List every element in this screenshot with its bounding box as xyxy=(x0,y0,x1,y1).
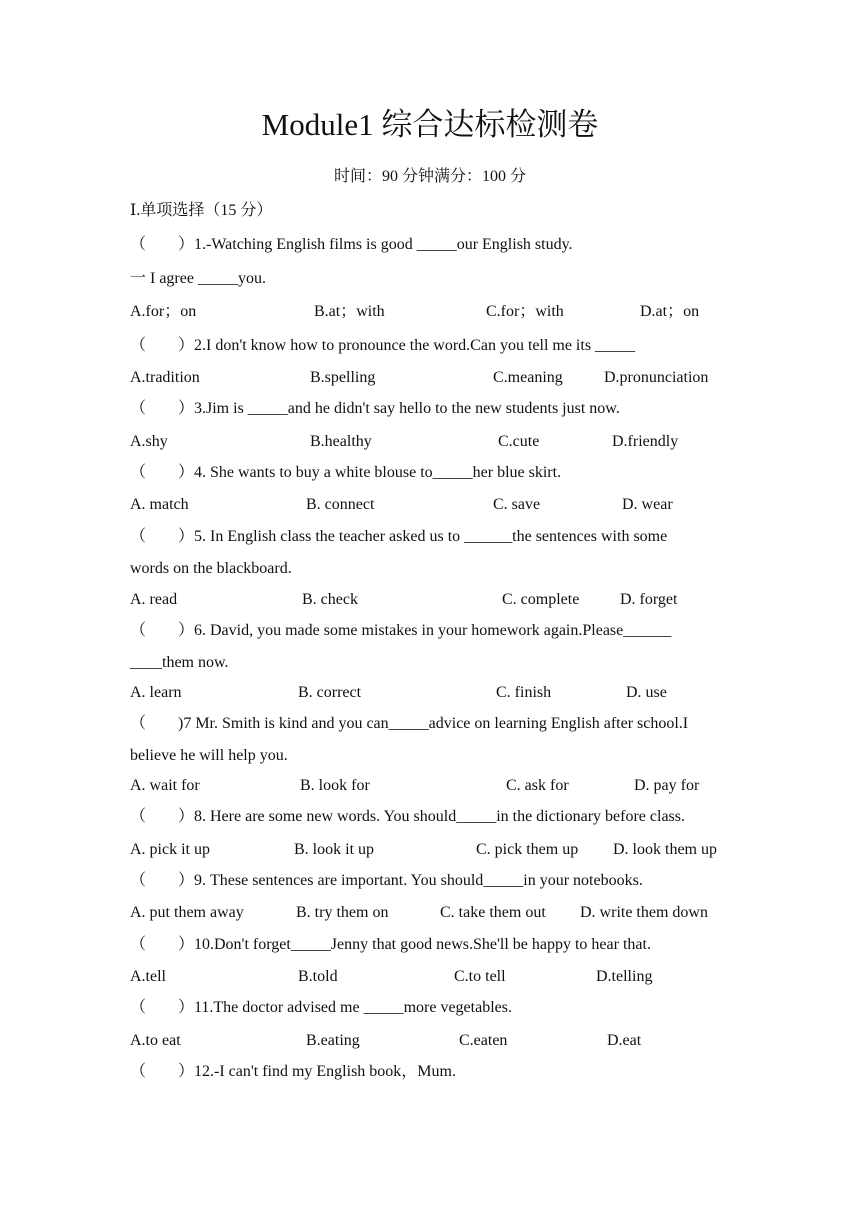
question-5-stem: （ ）5. In English class the teacher asked us to ______the sentences with some xyxy=(130,528,668,545)
question-3-stem: （ ）3.Jim is _____and he didn't say hello to the new students just now. xyxy=(130,400,620,417)
question-8-option-b: B. look it up xyxy=(294,841,375,858)
question-4-option-b: B. connect xyxy=(306,496,375,513)
question-1-option-a: A.for；on xyxy=(130,303,197,320)
question-7-stem: （ )7 Mr. Smith is kind and you can_____advice on learning English after school.I xyxy=(130,715,689,732)
question-8-option-d: D. look them up xyxy=(613,841,717,858)
question-2-stem: （ ）2.I don't know how to pronounce the word.Can you tell me its _____ xyxy=(130,337,636,354)
question-3-option-a: A.shy xyxy=(130,433,168,450)
question-11-option-c: C.eaten xyxy=(459,1032,508,1049)
page-title: Module1 综合达标检测卷 xyxy=(261,107,599,142)
question-9-option-a: A. put them away xyxy=(130,904,244,921)
question-10-option-a: A.tell xyxy=(130,968,166,985)
question-8-option-a: A. pick it up xyxy=(130,841,210,858)
question-10-option-d: D.telling xyxy=(596,968,653,985)
question-8-stem: （ ）8. Here are some new words. You should_____in the dictionary before class. xyxy=(130,808,686,825)
question-4-option-c: C. save xyxy=(493,496,541,513)
exam-time-and-score: 时间：90 分钟满分：100 分 xyxy=(333,168,526,185)
question-5-option-d: D. forget xyxy=(620,591,678,608)
question-3-option-d: D.friendly xyxy=(612,433,679,450)
question-11-option-b: B.eating xyxy=(306,1032,360,1049)
question-7-option-d: D. pay for xyxy=(634,777,700,794)
question-6-option-b: B. correct xyxy=(298,684,362,701)
question-1-option-c: C.for；with xyxy=(486,303,564,320)
question-1-option-d: D.at；on xyxy=(640,303,700,320)
question-10-stem: （ ）10.Don't forget_____Jenny that good news.She'll be happy to hear that. xyxy=(130,936,651,953)
question-5-option-a: A. read xyxy=(130,591,178,608)
question-10-option-c: C.to tell xyxy=(454,968,506,985)
question-3-option-c: C.cute xyxy=(498,433,540,450)
question-1-stem: （ ）1.-Watching English films is good _____our English study. xyxy=(130,236,573,253)
question-5-stem-continued: words on the blackboard. xyxy=(130,560,292,577)
question-6-option-c: C. finish xyxy=(496,684,552,701)
question-1-stem-continued: 一 I agree _____you. xyxy=(130,270,266,287)
question-4-option-d: D. wear xyxy=(622,496,673,513)
question-7-option-c: C. ask for xyxy=(506,777,569,794)
question-9-option-b: B. try them on xyxy=(296,904,389,921)
question-11-option-a: A.to eat xyxy=(130,1032,181,1049)
question-6-stem: （ ）6. David, you made some mistakes in your homework again.Please______ xyxy=(130,622,672,639)
question-2-option-d: D.pronunciation xyxy=(604,369,709,386)
question-12-stem: （ ）12.-I can't find my English book，Mum. xyxy=(130,1063,456,1080)
question-11-option-d: D.eat xyxy=(607,1032,642,1049)
question-6-option-a: A. learn xyxy=(130,684,182,701)
question-2-option-c: C.meaning xyxy=(493,369,563,386)
question-4-option-a: A. match xyxy=(130,496,189,513)
question-3-option-b: B.healthy xyxy=(310,433,372,450)
question-7-stem-continued: believe he will help you. xyxy=(130,747,288,764)
question-6-stem-continued: ____them now. xyxy=(130,654,229,671)
question-11-stem: （ ）11.The doctor advised me _____more vegetables. xyxy=(130,999,512,1016)
question-1-option-b: B.at；with xyxy=(314,303,385,320)
question-5-option-b: B. check xyxy=(302,591,358,608)
question-2-option-a: A.tradition xyxy=(130,369,200,386)
question-4-stem: （ ）4. She wants to buy a white blouse to_____her blue skirt. xyxy=(130,464,562,481)
question-7-option-a: A. wait for xyxy=(130,777,200,794)
question-5-option-c: C. complete xyxy=(502,591,580,608)
question-6-option-d: D. use xyxy=(626,684,667,701)
question-2-option-b: B.spelling xyxy=(310,369,376,386)
question-7-option-b: B. look for xyxy=(300,777,370,794)
question-9-option-d: D. write them down xyxy=(580,904,708,921)
section-heading: Ⅰ.单项选择（15 分） xyxy=(130,202,273,219)
question-9-stem: （ ）9. These sentences are important. You should_____in your notebooks. xyxy=(130,872,643,889)
question-9-option-c: C. take them out xyxy=(440,904,546,921)
question-8-option-c: C. pick them up xyxy=(476,841,579,858)
question-10-option-b: B.told xyxy=(298,968,338,985)
